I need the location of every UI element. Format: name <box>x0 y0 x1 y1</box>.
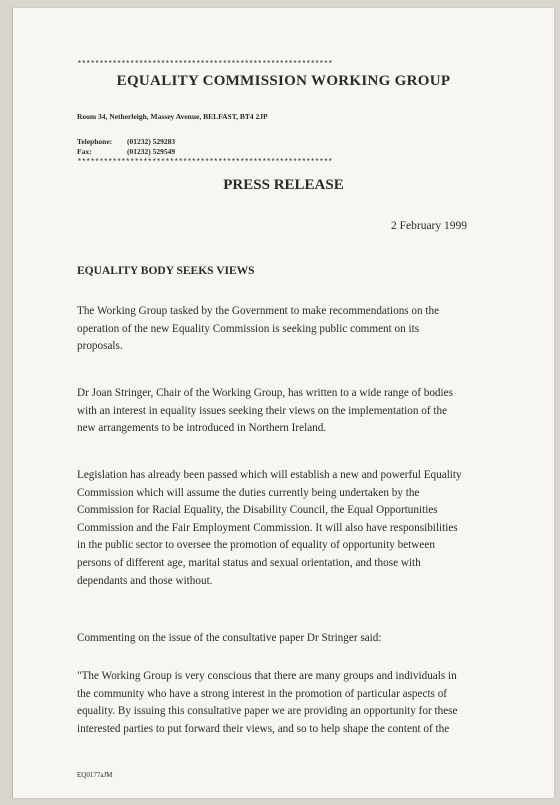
paragraph-line: Commission for Racial Equality, the Disability Council, the Equal Opportunities <box>77 504 438 517</box>
paragraph-line: dependants and those without. <box>77 574 213 587</box>
paragraph-line: Legislation has already been passed which will establish a new and powerful Equality <box>77 469 462 481</box>
paragraph-line: new arrangements to be introduced in Northern Ireland. <box>77 422 327 435</box>
release-date: 2 February 1999 <box>391 220 468 232</box>
document-page <box>12 8 554 798</box>
fax-line <box>77 147 175 156</box>
document-reference-code: EQ0177aJM <box>77 771 113 779</box>
fax-label: Fax: <box>77 147 92 156</box>
address: Room 34, Netherleigh, Massey Avenue, BELFAST, BT4 2JP <box>77 112 268 121</box>
paragraph-line: operation of the new Equality Commission is seeking public comment on its <box>77 322 420 335</box>
paragraph-line: Dr Joan Stringer, Chair of the Working Group, has written to a wide range of bodies <box>77 387 453 399</box>
paragraph-line: with an interest in equality issues seeking their views on the implementation of the <box>77 404 448 417</box>
star-divider-top: ********************************************************** <box>77 60 333 69</box>
paragraph-line: Commission which will assume the duties currently being undertaken by the <box>77 486 420 499</box>
telephone-line <box>77 137 175 146</box>
paragraph-line: interested parties to put forward their views, and so to help shape the content of the <box>77 722 450 735</box>
paragraph-line: proposals. <box>77 340 123 353</box>
press-release-heading: PRESS RELEASE <box>223 177 344 193</box>
paragraph-line: "The Working Group is very conscious that there are many groups and individuals in <box>77 670 457 682</box>
paragraph-line: the community who have a strong interest in the promotion of particular aspects of <box>77 687 448 700</box>
paragraph-line: Commenting on the issue of the consultative paper Dr Stringer said: <box>77 632 382 644</box>
telephone-value: (01232) 529283 <box>127 137 176 146</box>
star-divider-bottom: ********************************************************** <box>77 158 333 167</box>
paragraph-line: Commission and the Fair Employment Commission. It will also have responsibilities <box>77 521 458 534</box>
paragraph-line: in the public sector to oversee the promotion of equality of opportunity between <box>77 539 435 552</box>
paragraph-1 <box>77 303 497 356</box>
paragraph-5 <box>77 668 497 738</box>
paragraph-4 <box>77 630 497 648</box>
paragraph-line: The Working Group tasked by the Government to make recommendations on the <box>77 305 440 317</box>
org-title: EQUALITY COMMISSION WORKING GROUP <box>116 73 451 89</box>
fax-value: (01232) 529549 <box>127 147 176 156</box>
headline: EQUALITY BODY SEEKS VIEWS <box>77 265 255 277</box>
paragraph-line: persons of different age, marital status and sexual orientation, and those with <box>77 556 421 569</box>
telephone-label: Telephone: <box>77 137 113 146</box>
paragraph-line: equality. By issuing this consultative paper we are providing an opportunity for these <box>77 705 458 718</box>
paragraph-2 <box>77 385 497 438</box>
paragraph-3 <box>77 467 497 590</box>
